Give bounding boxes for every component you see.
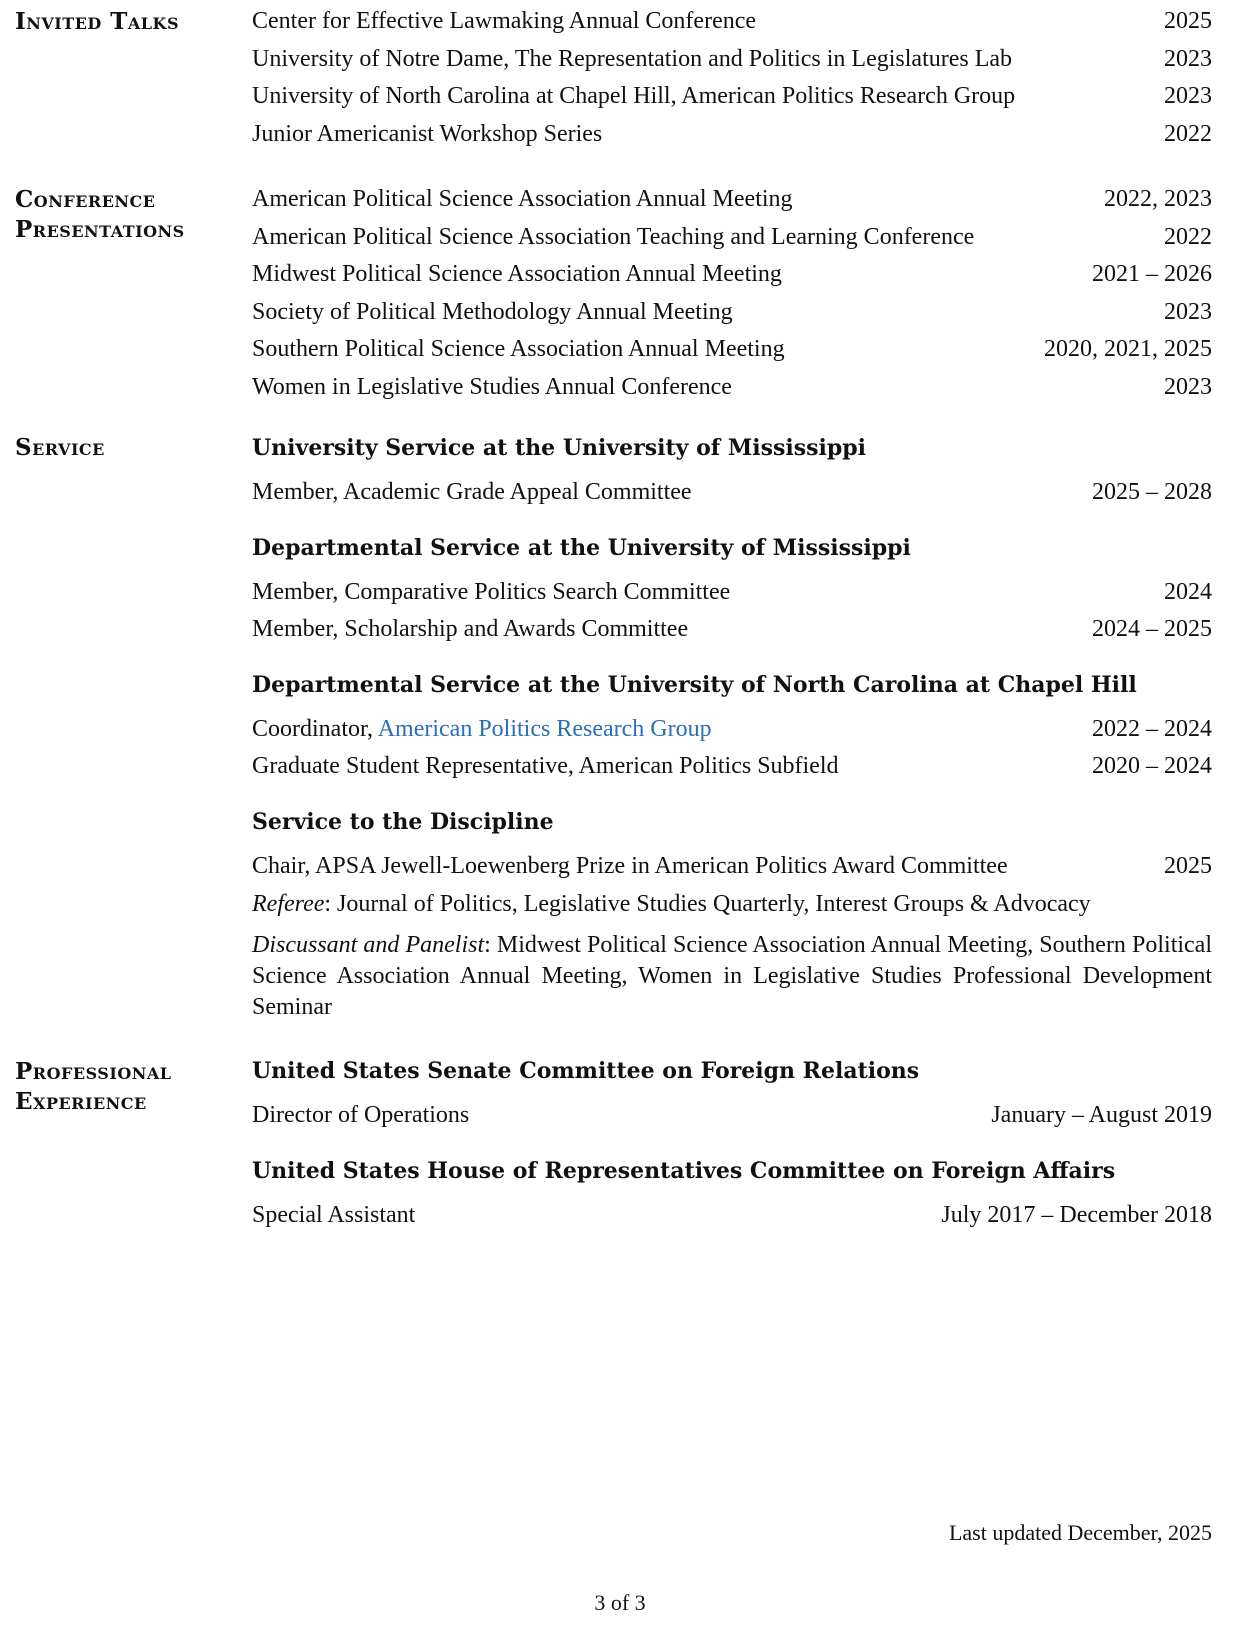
subheading-senate: United States Senate Committee on Foreign Relations <box>252 1058 920 1084</box>
item-date: 2020, 2021, 2025 <box>1044 336 1212 362</box>
item-date: 2021 – 2026 <box>1092 261 1212 287</box>
section-label-conference-presentations: Conference Presentations <box>15 186 185 243</box>
subheading-dept-unc: Departmental Service at the University of North Carolina at Chapel Hill <box>252 671 1137 698</box>
item-date: 2022 – 2024 <box>1092 715 1212 742</box>
invited-talks-list <box>252 3 1212 153</box>
list-item <box>252 256 1212 294</box>
section-label-professional-experience: Professional Experience <box>15 1058 172 1115</box>
list-item <box>252 116 1212 154</box>
item-title: University of Notre Dame, The Representation and Politics in Legislatures Lab <box>252 45 1013 72</box>
item-date: 2023 <box>1164 298 1212 325</box>
item-title: Special Assistant <box>252 1201 416 1228</box>
list-item <box>252 1197 1212 1235</box>
item-title: Director of Operations <box>252 1102 470 1128</box>
list-item <box>252 1097 1212 1135</box>
subheading-dept-olemiss: Departmental Service at the University of Mississippi <box>252 534 911 561</box>
apr-group-link[interactable]: American Politics Research Group <box>377 715 712 742</box>
list-item <box>252 41 1212 79</box>
item-title: Member, Comparative Politics Search Committee <box>252 578 731 605</box>
item-title: Women in Legislative Studies Annual Conference <box>252 373 732 400</box>
item-date: 2025 <box>1164 8 1212 34</box>
discussant-paragraph: Discussant and Panelist: Midwest Political Science Association Annual Meeting, Southern Political Science Association Annual Meeting, Women in Legislative Studies Professional Development Seminar <box>252 932 1212 1020</box>
item-date: 2025 – 2028 <box>1092 479 1212 505</box>
item-date: July 2017 – December 2018 <box>941 1201 1212 1228</box>
item-title: Graduate Student Representative, American Politics Subfield <box>252 753 839 779</box>
item-date: 2020 – 2024 <box>1092 753 1212 779</box>
conference-presentations-list <box>252 181 1212 406</box>
subheading-house: United States House of Representatives Committee on Foreign Affairs <box>252 1157 1116 1184</box>
item-date: 2022, 2023 <box>1104 186 1212 212</box>
item-date: 2022 <box>1164 223 1212 250</box>
item-title: Chair, APSA Jewell-Loewenberg Prize in American Politics Award Committee <box>252 852 1008 879</box>
item-date: January – August 2019 <box>991 1102 1212 1128</box>
item-title: Society of Political Methodology Annual Meeting <box>252 298 733 325</box>
item-title: Coordinator, American Politics Research Group <box>252 715 712 742</box>
item-date: 2024 <box>1164 578 1212 605</box>
list-item <box>252 331 1212 369</box>
subheading-discipline: Service to the Discipline <box>252 808 554 835</box>
item-title: Member, Scholarship and Awards Committee <box>252 616 689 642</box>
item-title: Midwest Political Science Association Annual Meeting <box>252 261 782 287</box>
item-title: Member, Academic Grade Appeal Committee <box>252 479 692 505</box>
list-item <box>252 219 1212 257</box>
item-title: University of North Carolina at Chapel Hill, American Politics Research Group <box>252 83 1016 109</box>
page-number: 3 of 3 <box>594 1590 646 1615</box>
list-item <box>252 78 1212 116</box>
list-item <box>252 848 1212 886</box>
item-date: 2024 – 2025 <box>1092 616 1212 642</box>
list-item <box>252 3 1212 41</box>
item-date: 2023 <box>1164 83 1212 109</box>
list-item <box>252 369 1212 407</box>
list-item <box>252 294 1212 332</box>
list-item <box>252 474 1212 512</box>
list-item <box>252 711 1212 749</box>
item-date: 2023 <box>1164 373 1212 400</box>
section-label-invited-talks: Invited Talks <box>15 8 180 35</box>
section-label-service: Service <box>15 434 105 461</box>
item-date: 2025 <box>1164 852 1212 879</box>
professional-experience-content <box>252 1053 1212 1234</box>
list-item <box>252 574 1212 612</box>
referee-paragraph: Referee: Journal of Politics, Legislative Studies Quarterly, Interest Groups & Advocacy <box>252 891 1091 917</box>
list-item <box>252 611 1212 649</box>
item-title: Center for Effective Lawmaking Annual Conference <box>252 8 757 34</box>
item-date: 2023 <box>1164 45 1212 72</box>
list-item <box>252 748 1212 786</box>
last-updated: Last updated December, 2025 <box>948 1520 1212 1545</box>
item-title: Southern Political Science Association Annual Meeting <box>252 336 785 362</box>
service-content <box>252 430 1212 1023</box>
item-date: 2022 <box>1164 120 1212 147</box>
list-item <box>252 181 1212 219</box>
item-title: Junior Americanist Workshop Series <box>252 120 603 147</box>
item-title: American Political Science Association Annual Meeting <box>252 186 793 212</box>
item-title: American Political Science Association Teaching and Learning Conference <box>252 223 975 250</box>
subheading-university-service: University Service at the University of Mississippi <box>252 435 866 461</box>
